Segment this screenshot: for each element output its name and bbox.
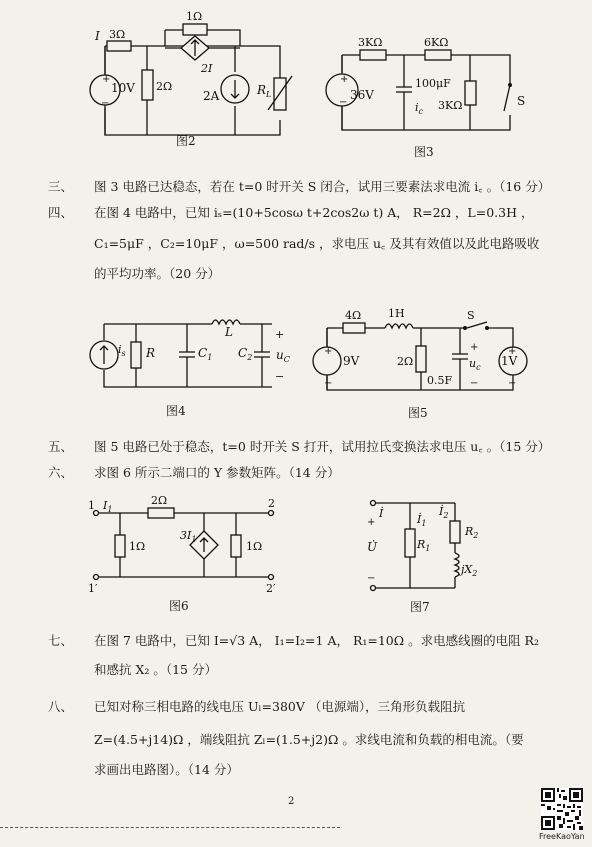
fig5-label-r1: 4Ω bbox=[345, 309, 362, 322]
fig4-label-uc-sub: C bbox=[283, 355, 290, 364]
fig6-label-n2: 2 bbox=[268, 497, 275, 510]
fig5-label-sw: S bbox=[467, 309, 475, 322]
fig6-label-i1: I bbox=[103, 499, 108, 512]
svg-text:RL bbox=[256, 83, 271, 99]
fig5-label-minus: − bbox=[470, 378, 479, 389]
fig6-label-n1p: 1′ bbox=[88, 582, 98, 595]
fig7-label-i2-sub: 2 bbox=[443, 511, 449, 520]
fig5-label-cap: 0.5F bbox=[427, 374, 453, 387]
fig7-label-r1: R bbox=[417, 538, 426, 551]
fig5-label-plus: + bbox=[470, 342, 479, 353]
fig7-label-x2: jX bbox=[461, 563, 473, 576]
page-number: 2 bbox=[288, 796, 295, 807]
fig4-label-r: R bbox=[146, 346, 156, 360]
svg-text:+: + bbox=[102, 74, 111, 85]
figure-3-circuit bbox=[320, 35, 530, 145]
fig3-label-ic: i bbox=[415, 101, 419, 114]
fig7-label-i2: İ bbox=[439, 505, 444, 518]
fig4-label-c1: C bbox=[198, 346, 208, 360]
question-7-number: 七、 bbox=[48, 633, 74, 648]
svg-text:jX2 bbox=[458, 563, 477, 578]
question-3-number: 三、 bbox=[48, 179, 74, 194]
svg-text:−: − bbox=[324, 378, 333, 389]
fig2-label-ctrl: 1Ω bbox=[186, 10, 203, 23]
svg-text:İ2 bbox=[438, 504, 448, 520]
fig7-label-x2-sub: 2 bbox=[472, 569, 478, 578]
fig6-label-r-top: 2Ω bbox=[151, 494, 168, 507]
svg-text:C2 bbox=[238, 346, 252, 362]
fig7-label-u: U̇ bbox=[367, 540, 378, 554]
svg-text:R1 bbox=[416, 538, 430, 553]
fig6-label-r-left: 1Ω bbox=[129, 540, 146, 553]
figure-2-circuit bbox=[85, 10, 295, 150]
question-4-line-3: 的平均功率。（20 分） bbox=[94, 266, 221, 281]
fig6-label-dep-sub: 1 bbox=[191, 535, 197, 544]
fig3-label-r2: 6KΩ bbox=[424, 36, 449, 49]
fig7-label-r2-sub: 2 bbox=[473, 531, 479, 540]
svg-text:R2 bbox=[464, 525, 478, 540]
fig4-label-c2: C bbox=[238, 346, 248, 360]
figure-5-circuit bbox=[315, 307, 530, 405]
fig3-label-ic-sub: c bbox=[418, 107, 424, 116]
fig6-label-n1: 1 bbox=[88, 499, 95, 512]
fig6-label-dep: 3I bbox=[180, 529, 192, 542]
svg-text:−: − bbox=[508, 378, 517, 389]
fig2-label-dep: 2I bbox=[201, 62, 213, 75]
fig3-label-cap: 100μF bbox=[415, 77, 451, 90]
fig6-label-n2p: 2′ bbox=[266, 582, 276, 595]
fig4-label-plus: + bbox=[275, 328, 285, 341]
qr-code-icon bbox=[541, 788, 583, 830]
fig3-caption: 图3 bbox=[414, 145, 434, 159]
question-8-line-1: 已知对称三相电路的线电压 Uₗ=380V （电源端），三角形负载阻抗 bbox=[94, 699, 466, 714]
fig6-label-i1-sub: 1 bbox=[107, 505, 113, 514]
fig7-label-i1-sub: 1 bbox=[421, 519, 427, 528]
figure-6-circuit bbox=[86, 495, 291, 600]
svg-text:İ1 bbox=[416, 512, 426, 528]
fig4-label-is: i bbox=[118, 343, 122, 356]
fig6-label-r-right: 1Ω bbox=[246, 540, 263, 553]
figure-7-circuit bbox=[355, 493, 495, 603]
fig2-label-I: I bbox=[95, 29, 100, 43]
question-5-text: 图 5 电路已处于稳态，t=0 时开关 S 打开，试用拉氏变换法求电压 u꜀ 。（15 分） bbox=[94, 439, 551, 454]
fig5-label-r2: 2Ω bbox=[397, 355, 414, 368]
fig3-label-src: 36V bbox=[350, 88, 374, 102]
scan-line bbox=[0, 827, 340, 829]
fig4-label-l: L bbox=[225, 325, 233, 339]
question-8-number: 八、 bbox=[48, 699, 74, 714]
question-8-line-3: 求画出电路图）。（14 分） bbox=[94, 762, 239, 777]
fig5-caption: 图5 bbox=[408, 406, 428, 420]
svg-text:+: + bbox=[508, 346, 517, 357]
fig2-label-r2: 2Ω bbox=[156, 80, 173, 93]
svg-text:C1 bbox=[198, 346, 212, 362]
svg-text:3I1 bbox=[180, 529, 196, 544]
fig5-label-uc-sub: c bbox=[476, 363, 481, 372]
svg-text:ic bbox=[415, 101, 424, 116]
fig7-label-minus: − bbox=[367, 573, 376, 584]
question-6-text: 求图 6 所示二端口的 Y 参数矩阵。（14 分） bbox=[94, 465, 340, 480]
fig3-label-sw: S bbox=[517, 94, 526, 108]
fig2-label-rl: R bbox=[257, 83, 267, 97]
question-7-line-1: 在图 7 电路中，已知 I=√3 A， I₁=I₂=1 A， R₁=10Ω 。求电感线圈的电阻 R₂ bbox=[94, 633, 539, 648]
svg-text:uc bbox=[469, 357, 481, 372]
svg-text:is bbox=[118, 343, 126, 358]
question-4-line-1: 在图 4 电路中，已知 iₛ=(10+5cosω t+2cos2ω t) A， R=2Ω ，L=0.3H ， bbox=[94, 205, 534, 220]
svg-text:uC bbox=[276, 348, 290, 364]
svg-text:−: − bbox=[339, 97, 348, 108]
svg-text:+: + bbox=[324, 346, 333, 357]
svg-text:I1 bbox=[102, 499, 112, 514]
question-5-number: 五、 bbox=[48, 439, 74, 454]
brand-watermark: FreeKaoYan bbox=[539, 832, 585, 841]
fig2-label-src-v: 10V bbox=[111, 81, 135, 95]
question-6-number: 六、 bbox=[48, 465, 74, 480]
question-3-text: 图 3 电路已达稳态，若在 t=0 时开关 S 闭合，试用三要素法求电流 i꜀ 。（16 分） bbox=[94, 179, 551, 194]
fig6-caption: 图6 bbox=[169, 599, 189, 613]
fig4-caption: 图4 bbox=[166, 404, 186, 418]
question-7-line-2: 和感抗 X₂ 。（15 分） bbox=[94, 662, 217, 677]
fig4-label-uc: u bbox=[276, 348, 284, 362]
fig7-label-r2: R bbox=[465, 525, 474, 538]
svg-text:−: − bbox=[101, 98, 110, 109]
fig5-label-src2: 1V bbox=[501, 354, 518, 368]
fig7-label-i: İ bbox=[379, 507, 384, 520]
fig2-label-r1: 3Ω bbox=[109, 28, 126, 41]
fig5-label-l: 1H bbox=[388, 307, 405, 320]
fig4-label-c1-sub: 1 bbox=[207, 353, 213, 362]
svg-text:+: + bbox=[340, 74, 349, 85]
fig5-label-uc: u bbox=[469, 357, 477, 370]
fig7-label-i1: İ bbox=[417, 513, 422, 526]
fig7-label-r1-sub: 1 bbox=[425, 544, 431, 553]
fig2-label-rl-sub: L bbox=[266, 90, 272, 99]
figure-4-circuit bbox=[92, 312, 307, 402]
question-4-line-2: C₁=5μF ，C₂=10μF ，ω=500 rad/s ，求电压 u꜀ 及其有效值以及此电路吸收 bbox=[94, 236, 540, 251]
fig5-label-src1: 9V bbox=[343, 354, 360, 368]
fig3-label-r1: 3KΩ bbox=[358, 36, 383, 49]
fig2-caption: 图2 bbox=[176, 134, 196, 148]
fig7-caption: 图7 bbox=[410, 600, 430, 614]
fig7-label-plus: + bbox=[367, 517, 376, 528]
fig2-label-src-i: 2A bbox=[203, 89, 220, 103]
question-4-number: 四、 bbox=[48, 205, 74, 220]
fig4-label-c2-sub: 2 bbox=[247, 353, 253, 362]
fig4-label-is-sub: s bbox=[121, 349, 126, 358]
question-8-line-2: Z=(4.5+j14)Ω ，端线阻抗 Zₗ=(1.5+j2)Ω 。求线电流和负载的相电流。（要 bbox=[94, 732, 524, 747]
fig4-label-minus: − bbox=[275, 370, 285, 383]
fig3-label-r3: 3KΩ bbox=[438, 99, 463, 112]
